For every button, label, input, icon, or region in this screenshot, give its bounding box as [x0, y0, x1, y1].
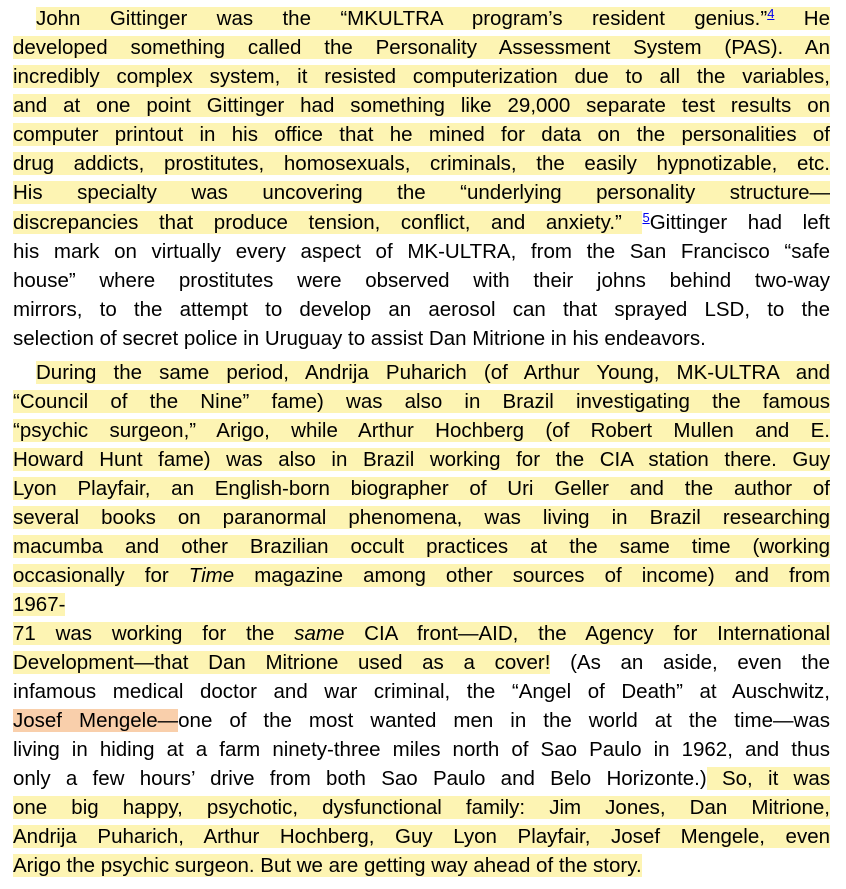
text-line: Lyon Playfair, an English-born biographer of Uri Geller and the author of — [13, 477, 830, 500]
text-line — [13, 561, 830, 590]
text-span: magazine among other sources of income) and from — [234, 564, 830, 587]
text-line: living in hiding at a farm ninety-three miles north of Sao Paulo in 1962, and thus — [13, 738, 830, 761]
footnote-5-link[interactable]: 5 — [642, 210, 650, 225]
italic-title: Time — [188, 564, 235, 587]
text-line: his mark on virtually every aspect of MK-ULTRA, from the San Francisco “safe — [13, 240, 830, 263]
text-span: John Gittinger was the “MKULTRA program’s resident genius.” — [36, 7, 768, 30]
text-line — [13, 619, 830, 648]
text-line: mirrors, to the attempt to develop an aerosol can that sprayed LSD, to the — [13, 298, 830, 321]
text-line: During the same period, Andrija Puharich (of Arthur Young, MK-ULTRA and — [36, 361, 830, 384]
text-line: Arigo the psychic surgeon. But we are getting way ahead of the story. — [13, 854, 642, 877]
text-span: Gittinger had left — [649, 211, 830, 234]
text-line: Andrija Puharich, Arthur Hochberg, Guy Lyon Playfair, Josef Mengele, even — [13, 825, 830, 848]
text-line: discrepancies that produce tension, conflict, and anxiety.” $^5$Gittinger had left — [13, 210, 830, 234]
text-line: one big happy, psychotic, dysfunctional family: Jim Jones, Dan Mitrione, — [13, 796, 830, 819]
text-line — [13, 4, 830, 33]
text-line: selection of secret police in Uruguay to assist Dan Mitrione in his endeavors. — [13, 327, 706, 350]
italic-emphasis: same — [294, 622, 345, 645]
text-span: only a few hours’ drive from both Sao Paulo and Belo Horizonte.) — [13, 767, 707, 790]
footnote-4-link[interactable]: 4 — [767, 6, 775, 21]
text-line: Development—that Dan Mitrione used as a cover! (As an aside, even the — [13, 651, 830, 674]
text-span: CIA front—AID, the Agency for International — [344, 622, 830, 645]
text-line: “psychic surgeon,” Arigo, while Arthur Hochberg (of Robert Mullen and E. — [13, 419, 830, 442]
text-line: incredibly complex system, it resisted computerization due to all the variables, — [13, 65, 830, 88]
highlighted-name: Josef Mengele— — [13, 709, 179, 732]
text-line: and at one point Gittinger had something like 29,000 separate test results on — [13, 94, 830, 117]
text-line: several books on paranormal phenomena, was living in Brazil researching — [13, 506, 830, 529]
text-span: one of the most wanted men in the world at the time—was — [178, 709, 830, 732]
text-span: He — [774, 7, 830, 30]
text-line: Howard Hunt fame) was also in Brazil working for the CIA station there. Guy — [13, 448, 830, 471]
text-line: infamous medical doctor and war criminal, the “Angel of Death” at Auschwitz, — [13, 680, 830, 703]
text-line: computer printout in his office that he mined for data on the personalities of — [13, 123, 830, 146]
text-line: macumba and other Brazilian occult practices at the same time (working — [13, 535, 830, 558]
text-line: “Council of the Nine” fame) was also in Brazil investigating the famous — [13, 390, 830, 413]
text-line: 1967- — [13, 593, 66, 616]
text-line: His specialty was uncovering the “underlying personality structure— — [13, 181, 830, 204]
text-line — [13, 706, 830, 735]
text-line: only a few hours’ drive from both Sao Paulo and Belo Horizonte.) So, it was — [13, 767, 830, 790]
text-span: 71 was working for the — [13, 622, 295, 645]
text-line: house” where prostitutes were observed with their johns behind two-way — [13, 269, 830, 292]
text-line: drug addicts, prostitutes, homosexuals, criminals, the easily hypnotizable, etc. — [13, 152, 830, 175]
text-line: developed something called the Personality Assessment System (PAS). An — [13, 36, 830, 59]
text-span: (As an aside, even the — [550, 651, 830, 674]
text-span: occasionally for — [13, 564, 189, 587]
